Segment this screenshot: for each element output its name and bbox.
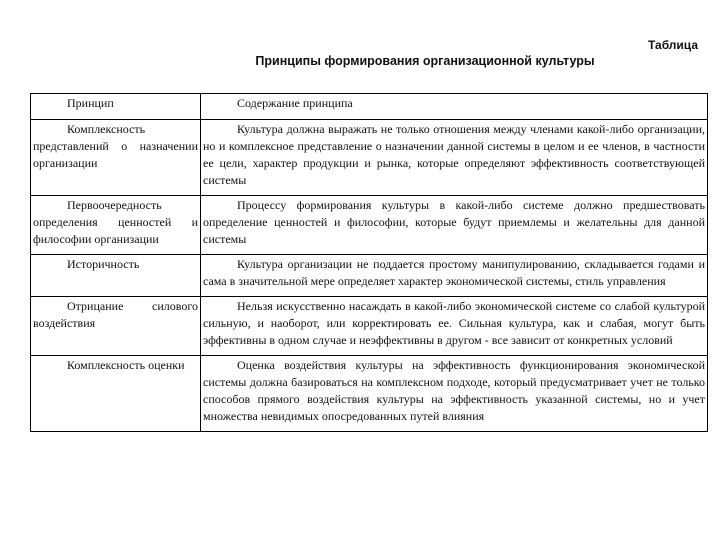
table-label: Таблица: [647, 38, 698, 52]
principle-cell: Отрицание силового воздействия: [31, 297, 201, 356]
content-cell: Культура организации не поддается простому манипулированию, складывается годами и сама в значительной мере определяет характер экономической системы, стиль управления: [201, 255, 708, 297]
principle-cell: Первоочередность определения ценностей и философии организации: [31, 196, 201, 255]
table-row: [31, 120, 708, 196]
content-cell: Процессу формирования культуры в какой-либо системе должно предшествовать определение ценностей и философии, которые будут приемлемы и желательны для данной системы: [201, 196, 708, 255]
content-cell: Культура должна выражать не только отношения между членами какой-либо организации, но и комплексное представление о назначении данной системы в целом и ее членов, в частности ее цели, характер продукции и рынка, которые определяют эффективность соответствующей системы: [201, 120, 708, 196]
column-header-principle: Принцип: [31, 94, 201, 120]
document-title: Принципы формирования организационной культуры: [255, 54, 595, 68]
table-row: [31, 255, 708, 297]
content-cell: Нельзя искусственно насаждать в какой-либо экономической системе со слабой культурой сильную, и наоборот, или корректировать ее. Сильная культура, как и слабая, могут быть эффективны в одном случае и неэффективны в другом - все зависит от конкретных условий: [201, 297, 708, 356]
column-header-content: Содержание принципа: [201, 94, 708, 120]
table-row: [31, 297, 708, 356]
content-cell: Оценка воздействия культуры на эффективность функционирования экономической системы должна базироваться на комплексном подходе, который предусматривает учет не только способов прямого воздействия культуры на эффективность указанной системы, но и учет множества невидимых опосредованных путей влияния: [201, 356, 708, 432]
principles-table: [30, 93, 708, 432]
table-row: [31, 356, 708, 432]
principle-cell: Комплексность оценки: [31, 356, 201, 432]
principle-cell: Историчность: [31, 255, 201, 297]
table-row: [31, 196, 708, 255]
table-header-row: [31, 94, 708, 120]
principle-cell: Комплексность представлений о назначении организации: [31, 120, 201, 196]
